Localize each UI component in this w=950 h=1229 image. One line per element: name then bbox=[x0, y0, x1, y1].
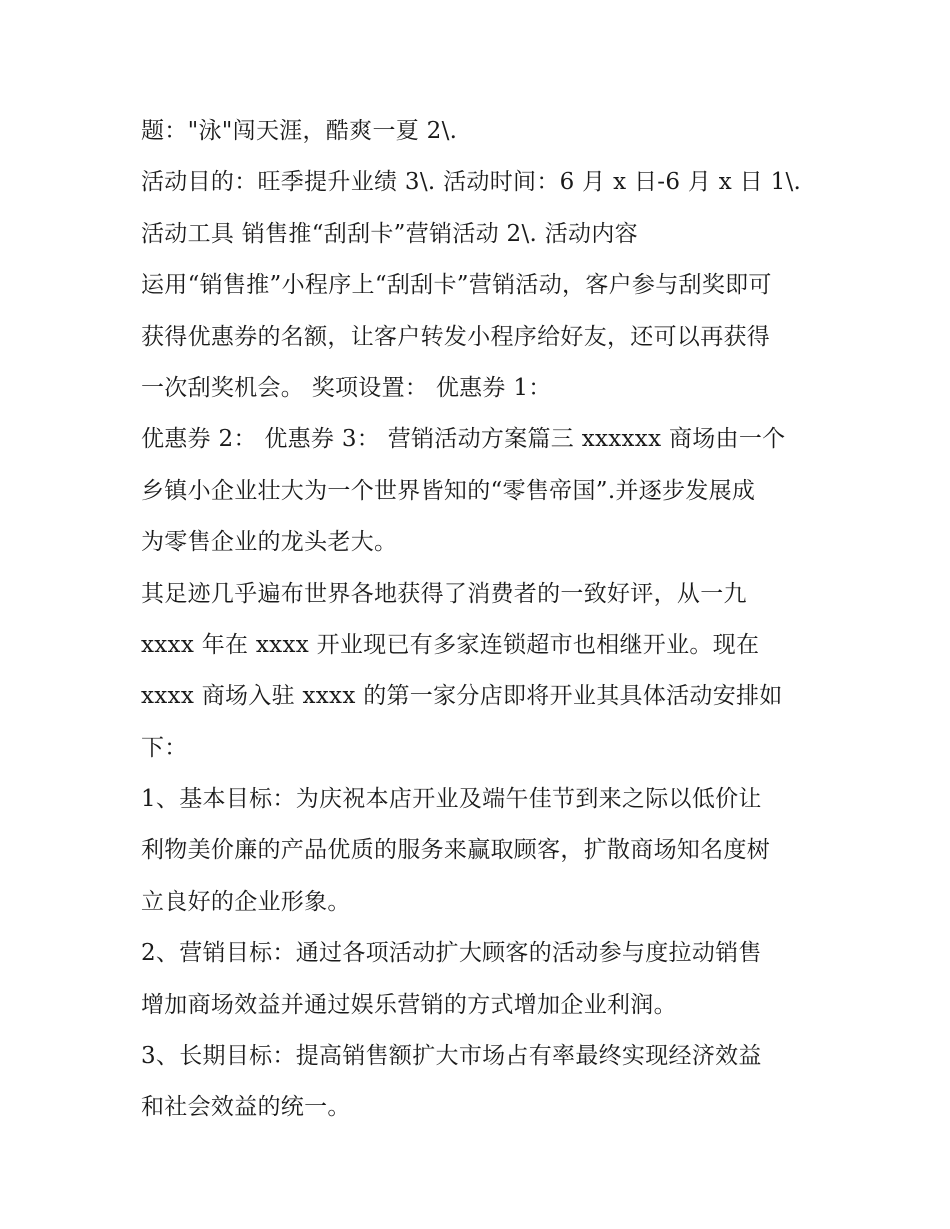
text-line: 增加商场效益并通过娱乐营销的方式增加企业利润。 bbox=[141, 991, 677, 1018]
text-line: 获得优惠券的名额，让客户转发小程序给好友，还可以再获得 bbox=[141, 323, 771, 350]
text-line: xxxx 年在 xxxx 开业现已有多家连锁超市也相继开业。现在 bbox=[141, 631, 760, 658]
text-line: 1、基本目标：为庆祝本店开业及端午佳节到来之际以低价让 bbox=[141, 786, 762, 813]
text-line: 一次刮奖机会。 奖项设置： 优惠券 1： bbox=[141, 374, 552, 401]
text-line: 优惠券 2： 优惠券 3： 营销活动方案篇三 xxxxxx 商场由一个 bbox=[141, 426, 786, 453]
text-line: xxxx 商场入驻 xxxx 的第一家分店即将开业其具体活动安排如 bbox=[141, 683, 783, 710]
document-body bbox=[141, 106, 821, 1134]
text-line: 2、营销目标：通过各项活动扩大顾客的活动参与度拉动销售 bbox=[141, 940, 762, 967]
text-line: 下： bbox=[141, 734, 188, 761]
text-line: 为零售企业的龙头老大。 bbox=[141, 529, 398, 556]
text-line: 立良好的企业形象。 bbox=[141, 888, 351, 915]
text-line: 题："泳"闯天涯，酷爽一夏 2\. bbox=[141, 118, 458, 144]
text-line: 乡镇小企业壮大为一个世界皆知的“零售帝国”.并逐步发展成 bbox=[141, 477, 756, 504]
text-line: 活动工具 销售推“刮刮卡”营销活动 2\. 活动内容 bbox=[141, 220, 638, 247]
text-line: 利物美价廉的产品优质的服务来赢取顾客，扩散商场知名度树 bbox=[141, 837, 771, 864]
text-line: 运用“销售推”小程序上“刮刮卡”营销活动，客户参与刮奖即可 bbox=[141, 272, 772, 299]
text-line: 3、长期目标：提高销售额扩大市场占有率最终实现经济效益 bbox=[141, 1043, 762, 1070]
text-line: 和社会效益的统一。 bbox=[141, 1094, 351, 1121]
text-line: 活动目的：旺季提升业绩 3\. 活动时间：6 月 x 日-6 月 x 日 1\. bbox=[141, 169, 802, 196]
text-line: 其足迹几乎遍布世界各地获得了消费者的一致好评，从一九 bbox=[141, 580, 747, 607]
